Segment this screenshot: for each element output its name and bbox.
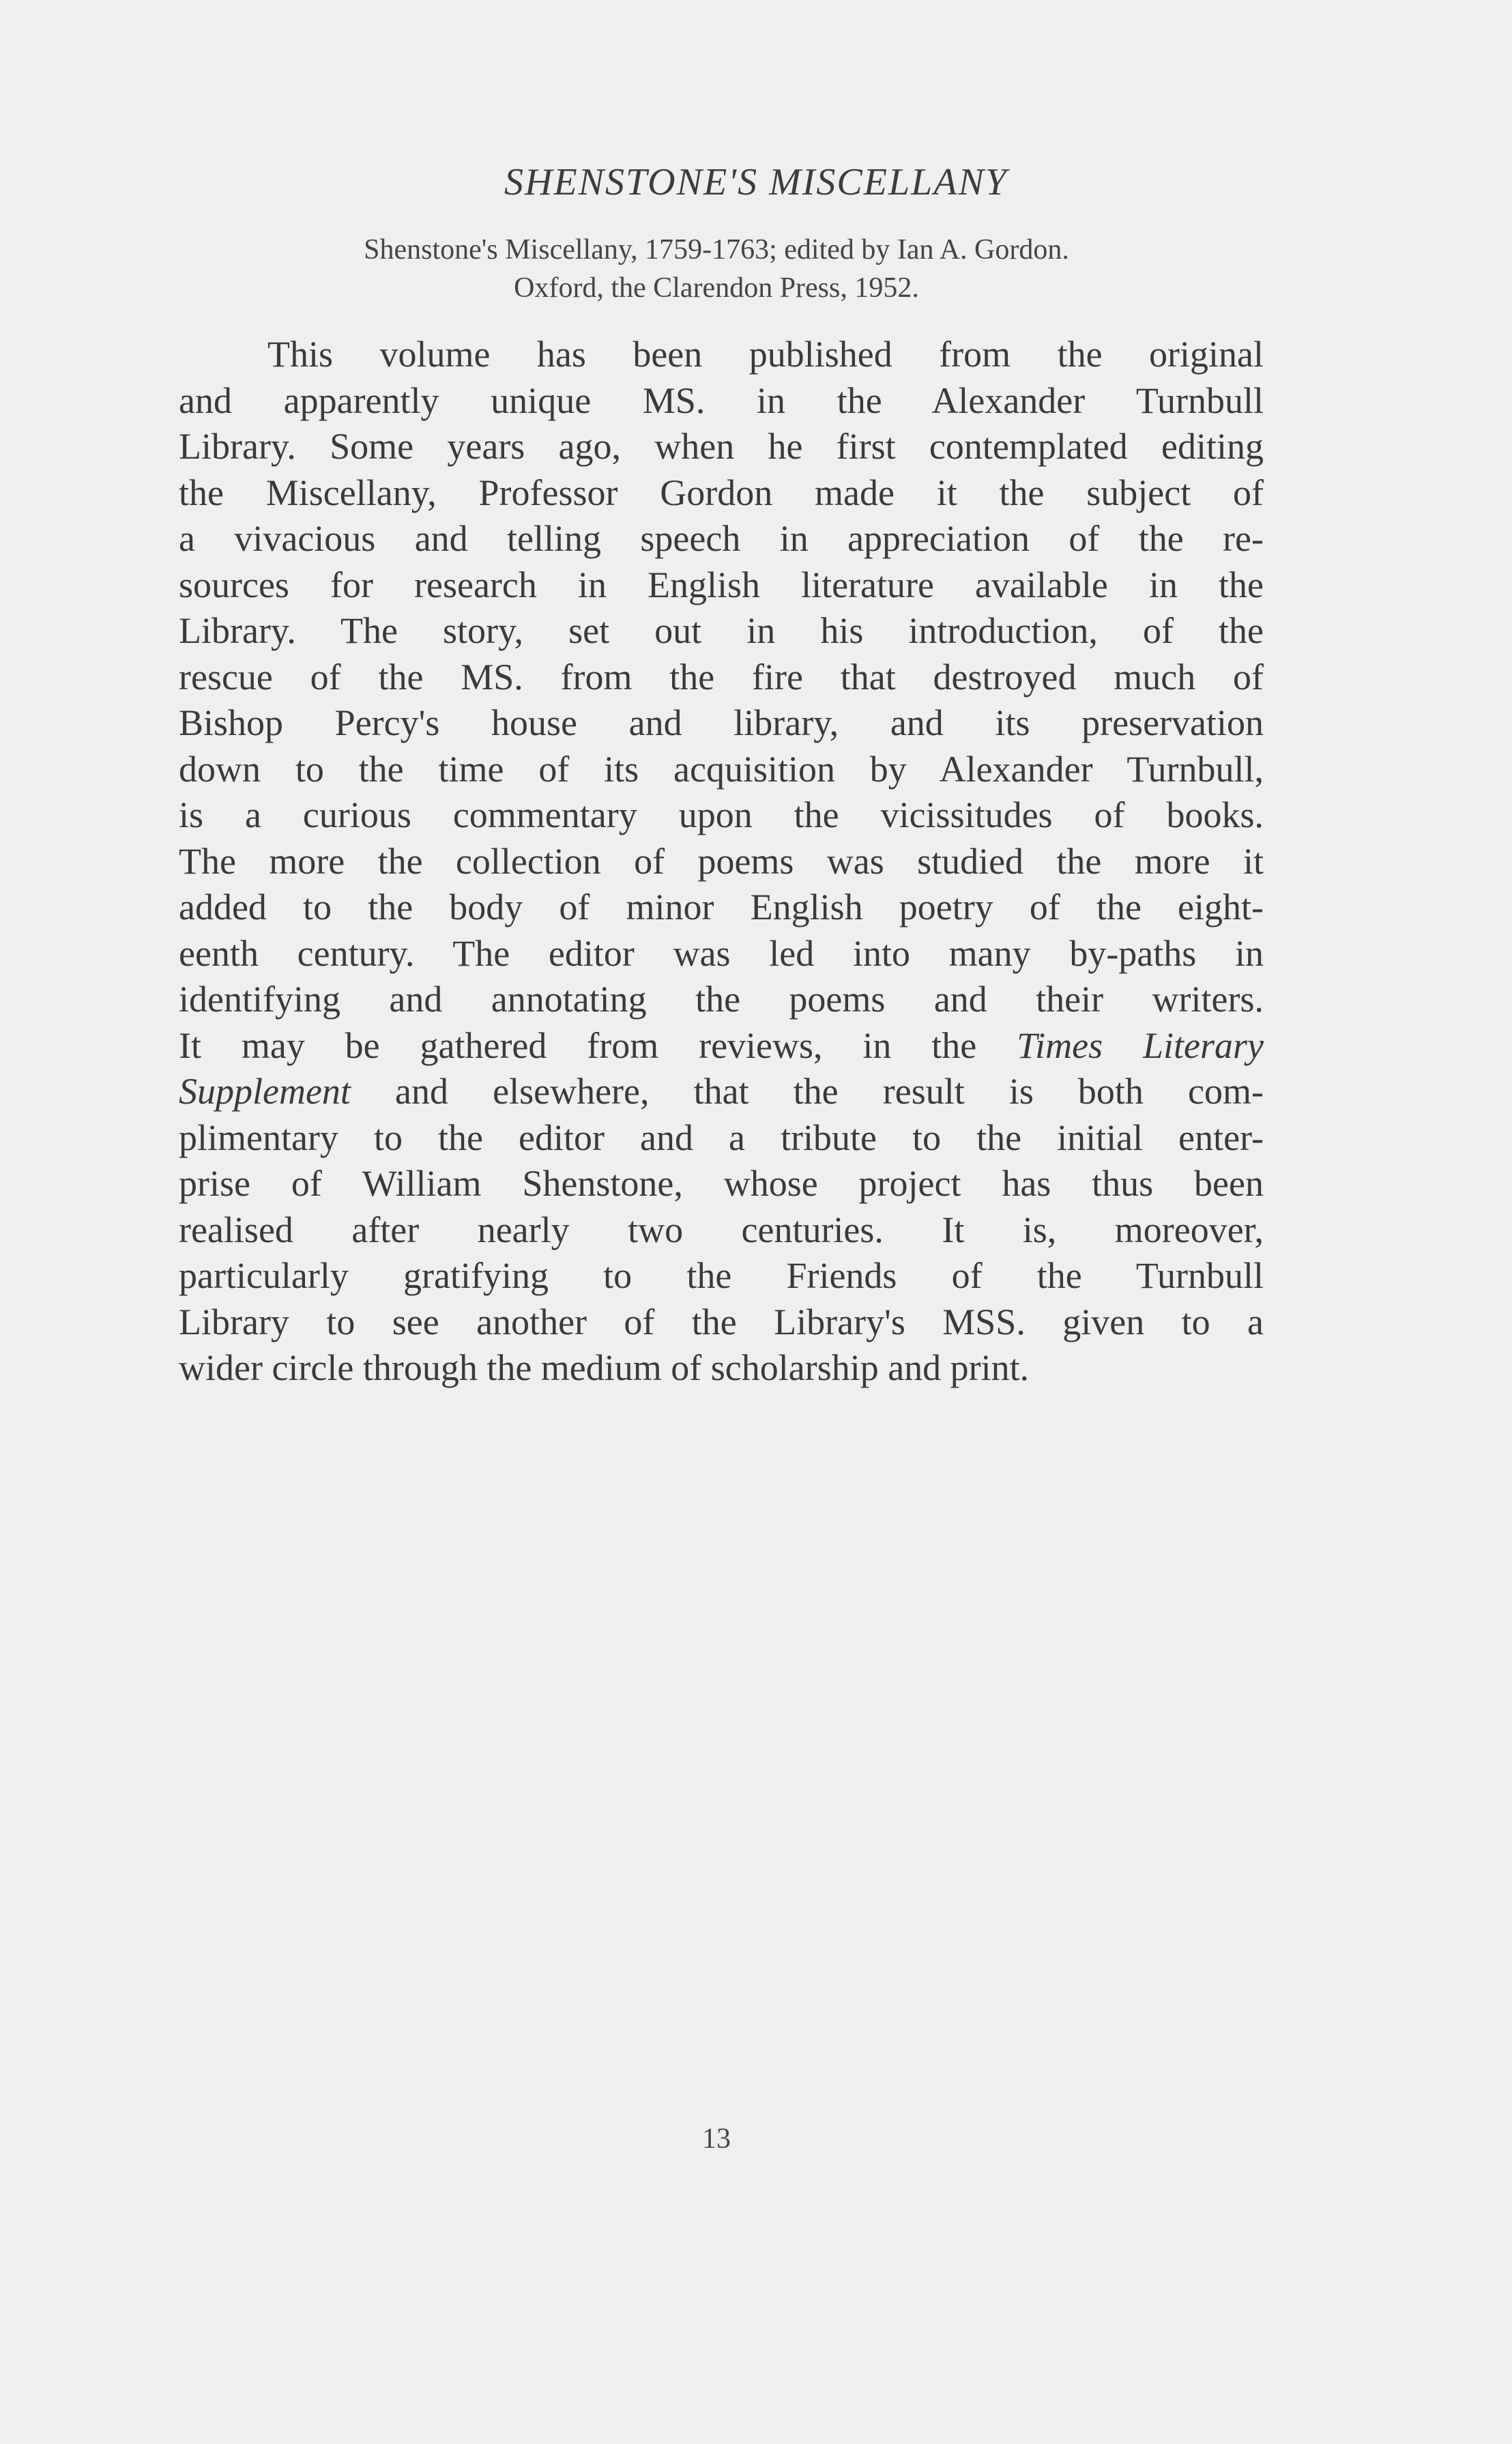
body-line: Bishop Percy's house and library, and its preservation (179, 702, 1264, 743)
body-line: the Miscellany, Professor Gordon made it the subject of (179, 472, 1264, 513)
body-text-run: It may be gathered from reviews, in the (179, 1024, 1017, 1066)
page-number: 13 (702, 2123, 731, 2155)
body-line: The more the collection of poems was studied the more it (179, 840, 1264, 882)
body-line: prise of William Shenstone, whose project has thus been (179, 1163, 1264, 1204)
body-line: wider circle through the medium of scholarship and print. (179, 1347, 1030, 1388)
review-body (179, 332, 1264, 1392)
body-line: rescue of the MS. from the fire that destroyed much of (179, 656, 1264, 698)
citation-line: Oxford, the Clarendon Press, 1952. (514, 272, 919, 304)
body-line: eenth century. The editor was led into many by-paths in (179, 932, 1264, 974)
book-citation (0, 231, 1433, 307)
body-line: added to the body of minor English poetry of the eight- (179, 887, 1264, 928)
body-line: plimentary to the editor and a tribute to the initial enter- (179, 1117, 1264, 1158)
body-line: particularly gratifying to the Friends of the Turnbull (179, 1255, 1264, 1296)
body-line: is a curious commentary upon the vicissitudes of books. (179, 794, 1264, 835)
body-line: Library. The story, set out in his introduction, of the (179, 610, 1264, 651)
body-line (179, 1023, 1264, 1069)
body-line: identifying and annotating the poems and their writers. (179, 979, 1264, 1020)
citation-line: Shenstone's Miscellany, 1759-1763; edited by Ian A. Gordon. (364, 234, 1069, 265)
body-line: Library to see another of the Library's MSS. given to a (179, 1301, 1264, 1342)
italic-publication-title: Times Literary (1017, 1024, 1264, 1066)
italic-publication-title: Supplement (179, 1071, 351, 1112)
body-text-run: and elsewhere, that the result is both com- (350, 1071, 1264, 1112)
body-line: This volume has been published from the original (267, 334, 1264, 375)
body-line: down to the time of its acquisition by Alexander Turnbull, (179, 748, 1264, 790)
body-line: a vivacious and telling speech in appreciation of the re- (179, 518, 1264, 559)
page-title: SHENSTONE'S MISCELLANY (504, 161, 1008, 203)
body-line (179, 1069, 1264, 1115)
body-line: realised after nearly two centuries. It is, moreover, (179, 1209, 1264, 1250)
body-line: and apparently unique MS. in the Alexander Turnbull (179, 379, 1264, 421)
body-line: sources for research in English literature available in the (179, 564, 1264, 605)
body-line: Library. Some years ago, when he first contemplated editing (179, 426, 1264, 467)
